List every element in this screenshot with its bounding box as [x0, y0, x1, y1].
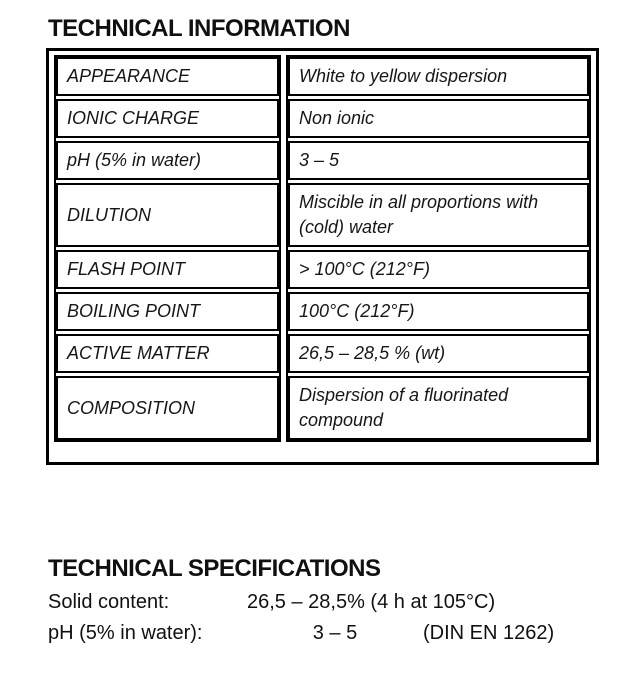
spec-value: 26,5 – 28,5% (4 h at 105°C) [247, 591, 496, 613]
table-value-cell: Dispersion of a fluorinated compound [288, 376, 589, 440]
technical-specifications-list [48, 587, 644, 649]
table-value-cell: 100°C (212°F) [288, 292, 589, 331]
table-property-cell: DILUTION [56, 183, 279, 247]
table-value-cell: > 100°C (212°F) [288, 250, 589, 289]
table-value-cell: White to yellow dispersion [288, 57, 589, 96]
table-property-cell: IONIC CHARGE [56, 99, 279, 138]
table-value-cell: 26,5 – 28,5 % (wt) [288, 334, 589, 373]
spec-row [48, 587, 644, 618]
spec-label: Solid content: [48, 591, 170, 613]
table-value-cell: 3 – 5 [288, 141, 589, 180]
technical-specifications-heading: TECHNICAL SPECIFICATIONS [48, 555, 381, 582]
table-property-cell: COMPOSITION [56, 376, 279, 440]
table-property-cell: BOILING POINT [56, 292, 279, 331]
info-table-columns [54, 55, 591, 442]
table-property-cell: ACTIVE MATTER [56, 334, 279, 373]
info-table-property-column [54, 55, 281, 442]
table-value-cell: Non ionic [288, 99, 589, 138]
table-property-cell: pH (5% in water) [56, 141, 279, 180]
table-property-cell: FLASH POINT [56, 250, 279, 289]
spec-note: (DIN EN 1262) [423, 622, 555, 644]
table-property-cell: APPEARANCE [56, 57, 279, 96]
spec-row [48, 618, 644, 649]
spec-value: 3 – 5 [312, 622, 358, 644]
technical-information-table [46, 48, 599, 465]
info-table-value-column [286, 55, 591, 442]
spec-label: pH (5% in water): [48, 622, 203, 644]
table-value-cell: Miscible in all proportions with (cold) water [288, 183, 589, 247]
technical-information-heading: TECHNICAL INFORMATION [48, 15, 350, 42]
